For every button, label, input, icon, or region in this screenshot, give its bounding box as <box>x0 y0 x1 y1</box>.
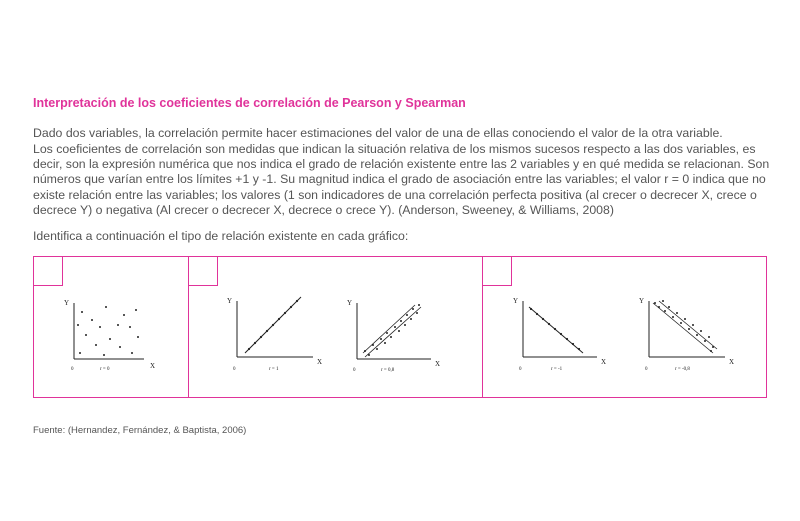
data-point <box>81 311 83 313</box>
data-point <box>131 352 133 354</box>
y-axis-label: Y <box>227 297 233 305</box>
data-point <box>260 336 262 338</box>
data-point <box>688 328 690 330</box>
data-point <box>266 330 268 332</box>
source-citation: Fuente: (Hernandez, Fernández, & Baptista, 2006) <box>33 425 247 436</box>
origin-label: 0 <box>71 367 74 372</box>
chart-r-zero-eight <box>347 299 440 373</box>
line-points <box>248 300 298 350</box>
origin-label: 0 <box>645 367 648 372</box>
data-point <box>684 318 686 320</box>
data-point <box>672 316 674 318</box>
chart-caption: r = -1 <box>551 367 563 372</box>
chart-r-minus-one <box>513 297 606 372</box>
panel-no-correlation <box>34 257 188 397</box>
data-point <box>95 344 97 346</box>
data-point <box>676 312 678 314</box>
data-point <box>700 330 702 332</box>
data-point <box>412 308 414 310</box>
data-point <box>105 306 107 308</box>
data-point <box>704 340 706 342</box>
data-point <box>404 324 406 326</box>
data-point <box>560 333 562 335</box>
data-point <box>536 313 538 315</box>
data-point <box>386 332 388 334</box>
data-point <box>542 318 544 320</box>
data-point <box>406 314 408 316</box>
data-point <box>119 346 121 348</box>
data-point <box>416 312 418 314</box>
data-point <box>578 348 580 350</box>
origin-label: 0 <box>519 367 522 372</box>
instruction-text: Identifica a continuación el tipo de relación existente en cada gráfico: <box>33 229 409 243</box>
data-point <box>278 318 280 320</box>
data-point <box>572 343 574 345</box>
data-point <box>85 334 87 336</box>
data-point <box>135 309 137 311</box>
data-point <box>712 346 714 348</box>
data-point <box>554 328 556 330</box>
data-point <box>284 312 286 314</box>
data-point <box>692 324 694 326</box>
data-point <box>103 354 105 356</box>
data-point <box>117 324 119 326</box>
data-point <box>123 314 125 316</box>
data-point <box>372 344 374 346</box>
x-axis-label: X <box>729 358 735 366</box>
scatter-points <box>364 304 420 356</box>
data-point <box>708 336 710 338</box>
data-point <box>662 300 664 302</box>
chart-caption: r = 0,8 <box>381 368 395 373</box>
data-point <box>664 310 666 312</box>
y-axis-label: Y <box>513 297 519 305</box>
data-point <box>696 334 698 336</box>
x-axis-label: X <box>601 358 607 366</box>
origin-label: 0 <box>233 367 236 372</box>
line-points <box>530 308 580 350</box>
x-axis-label: X <box>150 362 156 370</box>
x-axis-label: X <box>435 360 441 368</box>
chart-negative <box>483 257 767 397</box>
data-point <box>290 306 292 308</box>
data-point <box>91 319 93 321</box>
data-point <box>400 320 402 322</box>
data-point <box>384 342 386 344</box>
y-axis-label: Y <box>347 299 353 307</box>
regression-line <box>363 305 415 353</box>
data-point <box>129 326 131 328</box>
chart-caption: r = 0 <box>100 367 110 372</box>
data-point <box>658 306 660 308</box>
data-point <box>137 336 139 338</box>
data-point <box>410 318 412 320</box>
data-point <box>566 338 568 340</box>
y-axis-label: Y <box>64 299 70 307</box>
data-point <box>394 326 396 328</box>
data-point <box>548 323 550 325</box>
data-point <box>668 306 670 308</box>
data-point <box>398 330 400 332</box>
chart-r-minus-zero-eight <box>639 297 734 372</box>
data-point <box>254 342 256 344</box>
scatter-points <box>77 306 139 356</box>
definition-paragraph: Los coeficientes de correlación son medidas que indican la situación relativa de los mismos sucesos respecto a las dos variables, es decir, son la expresión numérica que nos indica el grado de relación existente entre las 2 variables y en qué medida se relacionan. Son números que varían entre los límites +1 y -1. Su magnitud indica el grado de asociación entre las variables; el valor r = 0 indica que no existe relación entre las variables; los valores (1 son indicadores de una correlación perfecta positiva (al crecer o decrecer X, crece o decrece Y) o negativa (Al crecer o decrecer X, decrece o crece Y). (Anderson, Sweeney, & Williams, 2008) <box>33 142 770 217</box>
chart-r-zero <box>34 257 188 397</box>
data-point <box>272 324 274 326</box>
origin-label: 0 <box>353 368 356 373</box>
chart-caption: r = 1 <box>269 367 279 372</box>
scatter-points <box>654 300 714 352</box>
data-point <box>296 300 298 302</box>
data-point <box>364 350 366 352</box>
chart-caption: r = -0,8 <box>675 367 690 372</box>
panel-positive-correlation <box>188 257 482 397</box>
data-point <box>418 304 420 306</box>
data-point <box>99 326 101 328</box>
data-point <box>710 350 712 352</box>
intro-paragraph: Dado dos variables, la correlación permite hacer estimaciones del valor de una de ellas conociendo el valor de la otra variable. <box>33 126 723 140</box>
data-point <box>109 338 111 340</box>
data-point <box>77 324 79 326</box>
data-point <box>376 348 378 350</box>
chart-positive <box>189 257 483 397</box>
data-point <box>530 308 532 310</box>
regression-line <box>653 303 713 353</box>
data-point <box>368 354 370 356</box>
data-point <box>680 322 682 324</box>
data-point <box>79 352 81 354</box>
section-title: Interpretación de los coeficientes de correlación de Pearson y Spearman <box>33 96 466 110</box>
data-point <box>390 336 392 338</box>
data-point <box>248 348 250 350</box>
panel-negative-correlation <box>482 257 766 397</box>
chart-r-one <box>227 297 322 372</box>
data-point <box>654 302 656 304</box>
y-axis-label: Y <box>639 297 645 305</box>
data-point <box>380 338 382 340</box>
x-axis-label: X <box>317 358 323 366</box>
regression-line <box>365 307 421 357</box>
regression-line <box>659 301 717 349</box>
correlation-panels <box>33 256 767 398</box>
